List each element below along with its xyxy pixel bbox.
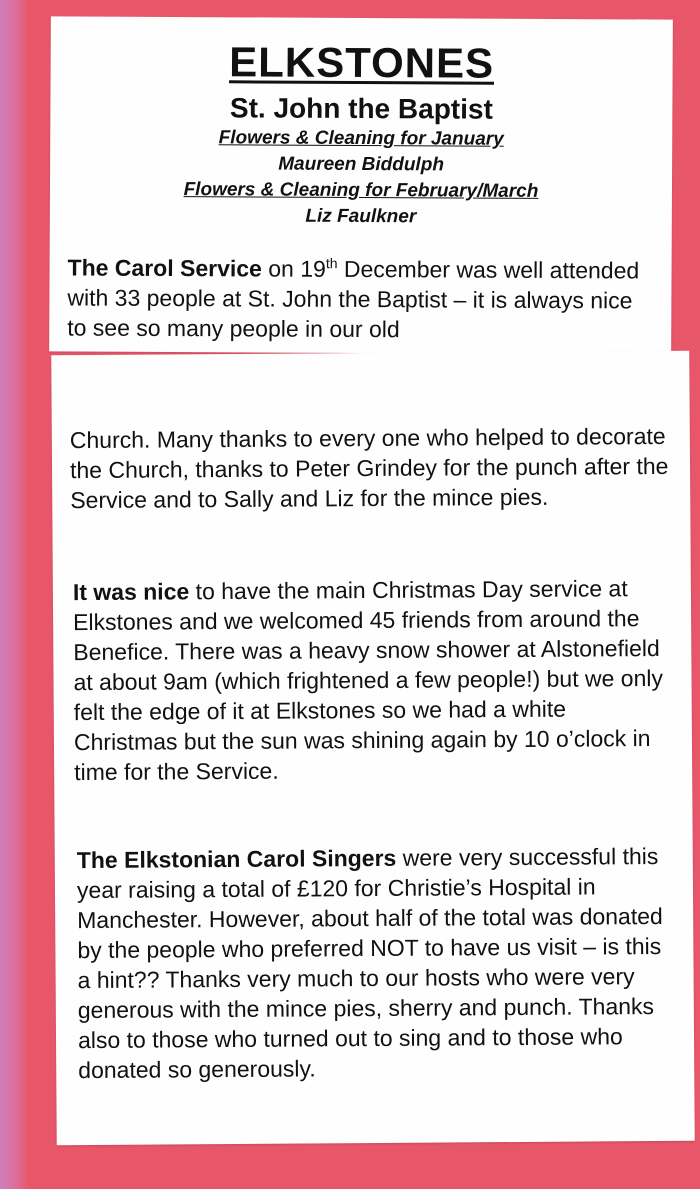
carol-singers-lead: The Elkstonian Carol Singers bbox=[76, 844, 397, 874]
carol-singers-text: were very successful this year raising a total of £120 for Christie’s Hospital in Manchester. However, about half of the total was donated by the people who preferred NOT to have us visit – is this a hint?? Thanks very much to our hosts who were very generous with the mince pies, sherry and punch. Thanks also to those who turned out to sing and to those who donated so generously. bbox=[76, 843, 663, 1084]
carol-service-text-1: on 19 bbox=[261, 255, 326, 282]
christmas-day-text: to have the main Christmas Day service at Elkstones and we welcomed 45 friends from around the Benefice. There was a heavy snow shower at Alstonefield at about 9am (which frightened a few people!) but we only felt the edge of it at Elkstones so we had a white Christmas but the sun was shining again by 10 o’clock in time for the Service. bbox=[73, 575, 664, 786]
rota-label-february-march: Flowers & Cleaning for February/March bbox=[183, 179, 539, 202]
newsletter-clipping-bottom bbox=[51, 351, 694, 1145]
newsletter-clipping-top bbox=[49, 16, 673, 354]
christmas-day-paragraph bbox=[73, 573, 674, 787]
header bbox=[50, 16, 673, 231]
christmas-day-lead: It was nice bbox=[72, 578, 190, 606]
church-name: St. John the Baptist bbox=[229, 92, 493, 125]
rota-label-january: Flowers & Cleaning for January bbox=[218, 127, 504, 150]
rota-name-january: Maureen Biddulph bbox=[278, 153, 445, 176]
carol-service-text-2: December was well attended with 33 people at St. John the Baptist – it is always nice to see so many people in our old bbox=[67, 255, 640, 343]
background-edge bbox=[0, 0, 28, 1189]
carol-service-paragraph bbox=[67, 252, 657, 345]
carol-singers-paragraph bbox=[77, 841, 679, 1085]
rota-name-february-march: Liz Faulkner bbox=[305, 205, 417, 228]
ordinal-suffix: th bbox=[325, 255, 338, 272]
carol-service-continued: Church. Many thanks to every one who helped to decorate the Church, thanks to Peter Grindey for the punch after the Service and to Sally and Liz for the mince pies. bbox=[69, 422, 669, 514]
carol-service-lead: The Carol Service bbox=[67, 254, 262, 282]
page-title: ELKSTONES bbox=[229, 38, 495, 87]
